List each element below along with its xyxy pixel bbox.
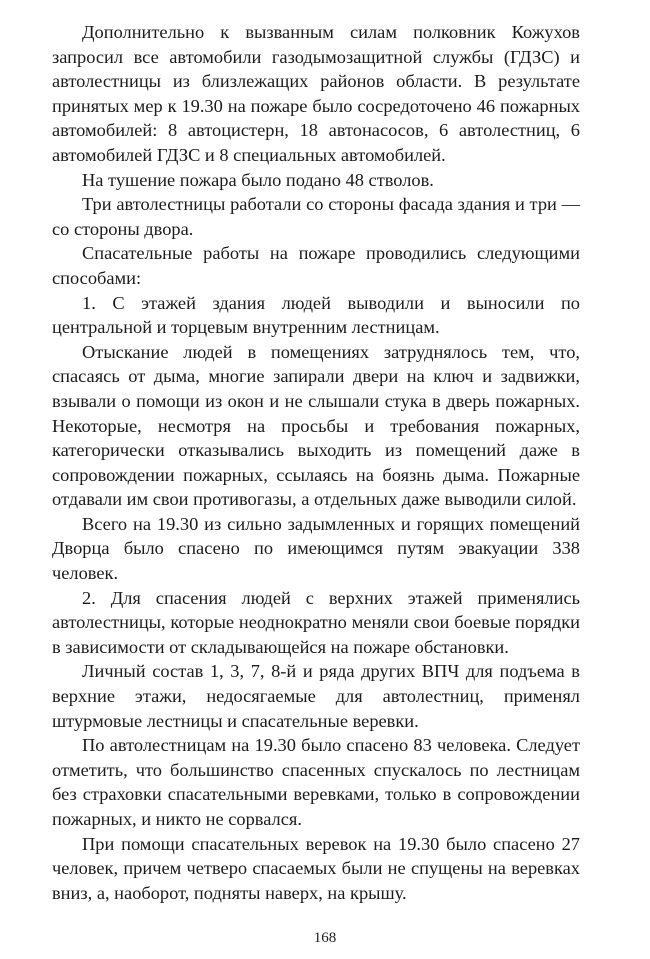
paragraph-nozzles: На тушение пожара было подано 48 стволов.	[82, 169, 434, 190]
page-number: 168	[313, 930, 337, 946]
paragraph-ladder-rescues: По автолестницам на 19.30 было спасено 83 человека. Следует отметить, что большинство спасенных спускалось по лестницам без страховки спасательными веревками, только в сопровождении пожарных, и никто не сорвался.	[52, 735, 580, 829]
paragraph-ladders: Три автолестницы работали со стороны фасада здания и три — со стороны двора.	[52, 194, 580, 239]
page-body	[52, 20, 580, 905]
paragraph-rope-rescues: При помощи спасательных веревок на 19.30 было спасено 27 человек, причем четверо спасаемых были не спущены на веревках вниз, а, наоборот, подняты наверх, на крышу.	[52, 833, 580, 903]
paragraph-personnel: Личный состав 1, 3, 7, 8-й и ряда других ВПЧ для подъема в верхние этажи, недосягаемые для автолестниц, применял штурмовые лестницы и спасательные веревки.	[52, 661, 580, 731]
paragraph-rescue-methods: Спасательные работы на пожаре проводились следующими способами:	[52, 243, 580, 288]
paragraph-evacuated-total: Всего на 19.30 из сильно задымленных и горящих помещений Дворца было спасено по имеющимся путям эвакуации 338 человек.	[52, 513, 580, 584]
paragraph-method-1: 1. С этажей здания людей выводили и выносили по центральной и торцевым внутренним лестницам.	[52, 292, 580, 338]
paragraph-reinforcements: Дополнительно к вызванным силам полковник Кожухов запросил все автомобили газодымозащитной службы (ГДЗС) и автолестницы из близлежащих районов области. В результате принятых мер к 19.30 на пожаре было сосредоточено 46 пожарных автомобилей: 8 автоцистерн, 18 автонасосов, 6 автолестниц, 6 автомобилей ГДЗС и 8 специальных автомобилей.	[52, 22, 580, 165]
paragraph-method-2: 2. Для спасения людей с верхних этажей применялись автолестницы, которые неоднократно меняли свои боевые порядки в зависимости от складывающейся на пожаре обстановки.	[52, 587, 580, 657]
paragraph-search: Отыскание людей в помещениях затруднялось тем, что, спасаясь от дыма, многие запирали двери на ключ и задвижки, взывали о помощи из окон и не слышали стука в дверь пожарных. Некоторые, несмотря на просьбы и требования пожарных, категорически отказывались выходить из помещений даже в сопровождении пожарных, ссылаясь на боязнь дыма. Пожарные отдавали им свои противогазы, а отдельных даже выводили силой.	[52, 341, 580, 510]
